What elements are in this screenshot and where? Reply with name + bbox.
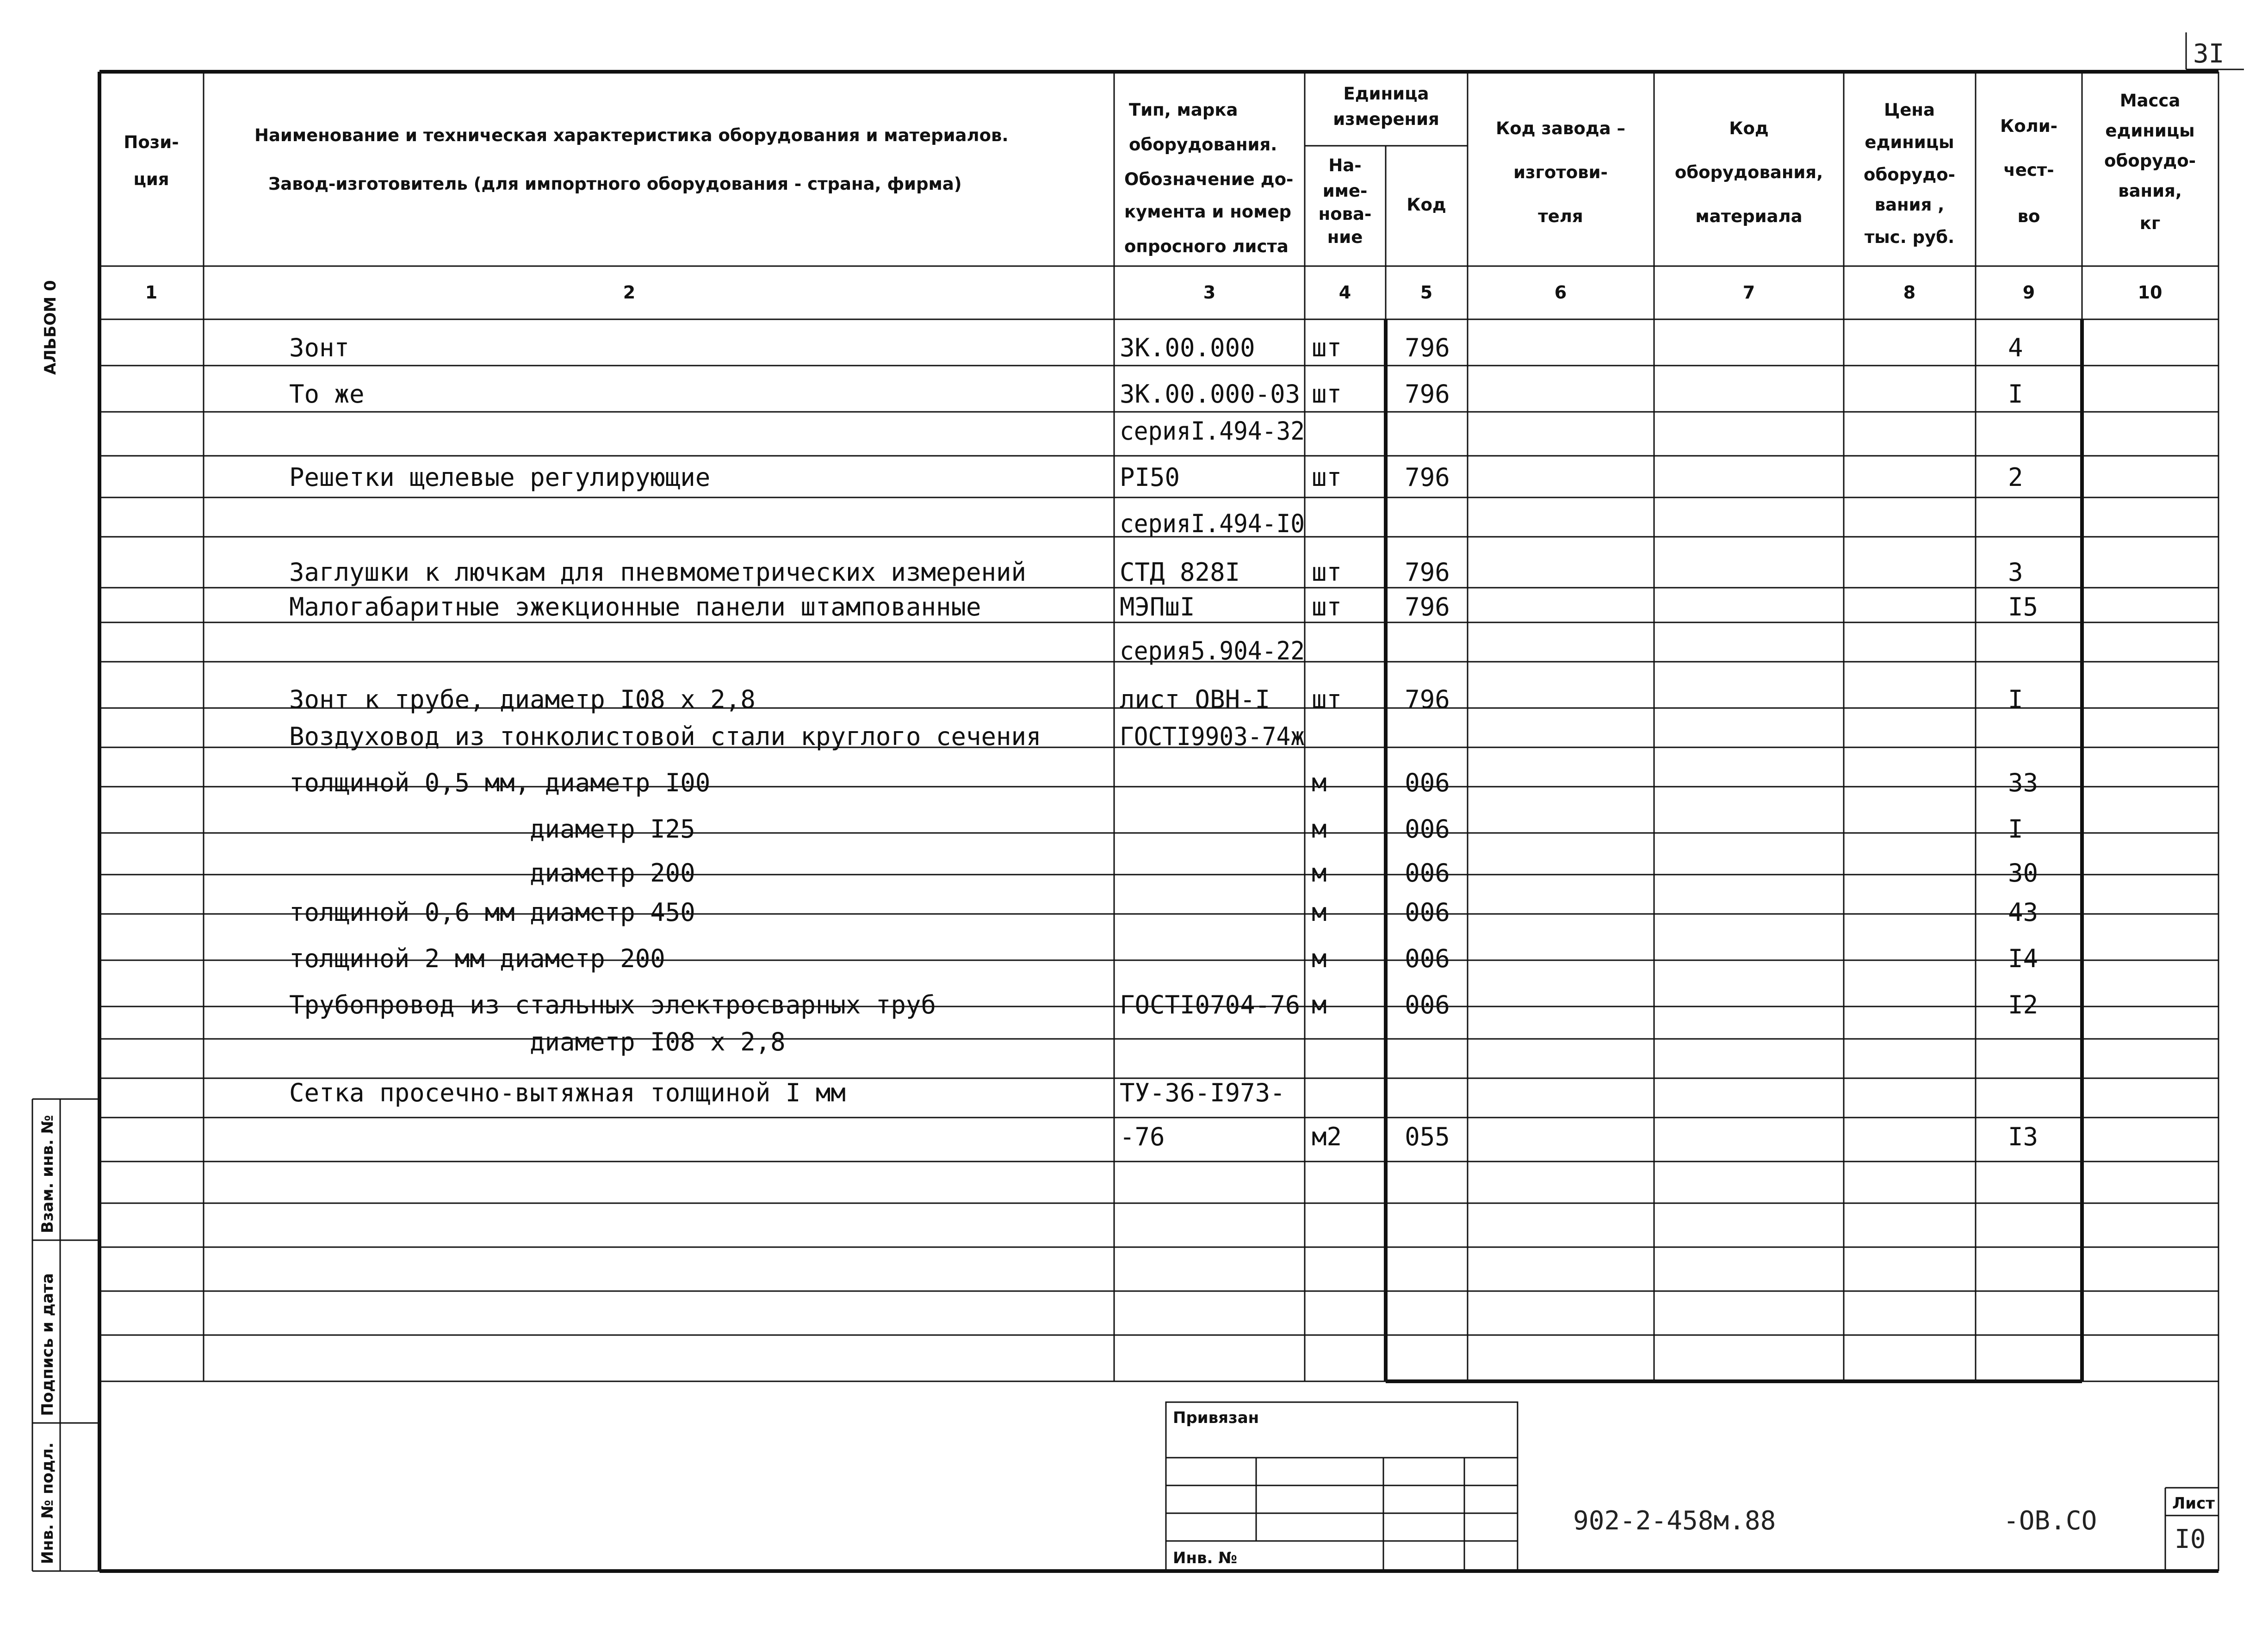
header-quantity-line3: во: [2017, 206, 2040, 226]
item-type: PI50: [1120, 463, 1180, 492]
item-name: Зонт к трубе, диаметр I08 x 2,8: [289, 685, 756, 714]
header-factory-code-line3: теля: [1538, 206, 1583, 226]
header-unit-group-line1: Единица: [1343, 84, 1429, 104]
item-type: лист ОВН-I: [1120, 685, 1270, 714]
document-code: 902-2-458м.88: [1573, 1506, 1776, 1536]
item-quantity: 2: [2008, 463, 2023, 492]
item-type: ГОСТI0704-76: [1120, 990, 1301, 1019]
header-type-line2: оборудования.: [1129, 135, 1277, 155]
item-unit-code: 006: [1405, 990, 1450, 1019]
column-number: 8: [1903, 282, 1916, 303]
item-name: То же: [289, 379, 365, 409]
item-unit-code: 796: [1405, 592, 1450, 621]
item-name: Заглушки к лючкам для пневмометрических измерений: [289, 558, 1027, 587]
item-unit: м: [1312, 990, 1327, 1019]
item-unit: шт: [1312, 463, 1342, 492]
header-type-line5: опросного листа: [1124, 236, 1289, 256]
side-stamp-block: [32, 1099, 99, 1571]
header-mass-line4: вания,: [2118, 181, 2182, 201]
header-type-line4: кумента и номер: [1124, 202, 1292, 222]
item-unit-code: 796: [1405, 333, 1450, 362]
item-type: серияI.494-I0: [1120, 509, 1305, 538]
item-unit-code: 006: [1405, 768, 1450, 797]
header-unit-name-line4: ние: [1327, 227, 1363, 247]
header-unit-name-line1: На-: [1328, 155, 1362, 175]
header-name-line2: Завод-изготовитель (для импортного оборудования - страна, фирма): [268, 174, 962, 194]
item-name: диаметр I25: [530, 814, 695, 844]
item-unit: шт: [1312, 592, 1342, 621]
header-quantity-line1: Коли-: [2000, 116, 2058, 136]
item-unit-code: 796: [1405, 685, 1450, 714]
item-quantity: 4: [2008, 333, 2023, 362]
header-position-line2: ция: [133, 169, 169, 189]
item-unit-code: 006: [1405, 898, 1450, 927]
document-suffix: -ОВ.СО: [2003, 1506, 2097, 1536]
column-number: 9: [2022, 282, 2035, 303]
item-name: толщиной 0,5 мм, диаметр I00: [289, 768, 711, 797]
header-price-line4: вания ,: [1874, 195, 1945, 215]
column-number: 10: [2138, 282, 2163, 303]
item-name: Воздуховод из тонколистовой стали круглого сечения: [289, 722, 1041, 751]
item-name: Сетка просечно-вытяжная толщиной I мм: [289, 1078, 846, 1107]
spine-text: АЛЬБОМ 0: [41, 280, 60, 375]
item-type: ЗК.00.000: [1120, 333, 1255, 362]
item-unit: шт: [1312, 379, 1342, 409]
header-type-line1: Тип, марка: [1129, 100, 1238, 120]
item-quantity: 33: [2008, 768, 2039, 797]
item-quantity: I5: [2008, 592, 2039, 621]
item-type: МЭПшI: [1120, 592, 1195, 621]
inventory-label: Инв. №: [1173, 1549, 1238, 1567]
header-price-line2: единицы: [1865, 132, 1954, 152]
item-type: ГОСТI9903-74ж: [1120, 722, 1305, 751]
header-price-line5: тыс. руб.: [1864, 227, 1955, 247]
item-quantity: 30: [2008, 858, 2039, 888]
item-unit: м: [1312, 858, 1327, 888]
item-unit: м: [1312, 768, 1327, 797]
item-unit-code: 006: [1405, 858, 1450, 888]
header-mass-line3: оборудо-: [2104, 151, 2196, 171]
sheet-label: Лист: [2172, 1494, 2215, 1513]
column-number: 2: [623, 282, 636, 303]
item-unit-code: 796: [1405, 379, 1450, 409]
stamp-original-inv: Инв. № подл.: [38, 1442, 57, 1564]
item-unit: м: [1312, 898, 1327, 927]
header-mass-line1: Масса: [2119, 91, 2181, 111]
item-unit: шт: [1312, 558, 1342, 587]
item-name: диаметр 200: [530, 858, 695, 888]
header-position-line1: Пози-: [124, 132, 179, 152]
column-number: 5: [1420, 282, 1433, 303]
column-number: 3: [1203, 282, 1216, 303]
item-unit-code: 796: [1405, 558, 1450, 587]
bound-label: Привязан: [1173, 1409, 1259, 1427]
item-name: Решетки щелевые регулирующие: [289, 463, 711, 492]
item-name: Зонт: [289, 333, 350, 362]
item-type: СТД 828I: [1120, 558, 1240, 587]
header-unit-name-line3: нова-: [1318, 204, 1372, 224]
item-name: толщиной 0,6 мм диаметр 450: [289, 898, 695, 927]
header-unit-group-line2: измерения: [1333, 109, 1439, 129]
item-type: серия5.904-22: [1120, 636, 1305, 665]
item-quantity: I: [2008, 379, 2023, 409]
item-unit: м2: [1312, 1122, 1342, 1151]
sheet-number: I0: [2175, 1524, 2206, 1554]
item-quantity: I3: [2008, 1122, 2039, 1151]
item-name: толщиной 2 мм диаметр 200: [289, 944, 665, 973]
item-name: Малогабаритные эжекционные панели штампованные: [289, 592, 981, 621]
column-numbers: [145, 282, 2163, 303]
header-equipment-code-line3: материала: [1695, 206, 1803, 226]
item-unit-code: 796: [1405, 463, 1450, 492]
sheet-number-box: [2165, 1488, 2218, 1571]
item-quantity: I: [2008, 814, 2023, 844]
item-quantity: 43: [2008, 898, 2039, 927]
item-name: диаметр I08 x 2,8: [530, 1027, 786, 1056]
item-type: ЗК.00.000-03: [1120, 379, 1301, 409]
item-name: Трубопровод из стальных электросварных труб: [289, 990, 936, 1019]
header-mass-line2: единицы: [2105, 121, 2195, 141]
column-number: 7: [1742, 282, 1755, 303]
item-unit-code: 006: [1405, 814, 1450, 844]
item-type: серияI.494-32: [1120, 416, 1305, 446]
column-number: 1: [145, 282, 158, 303]
header-quantity-line2: чест-: [2003, 160, 2054, 180]
stamp-signature-date: Подпись и дата: [38, 1273, 57, 1416]
item-unit: м: [1312, 814, 1327, 844]
header-type-line3: Обозначение до-: [1124, 169, 1294, 189]
header-equipment-code-line1: Код: [1729, 118, 1769, 138]
stamp-replacement-inv: Взам. инв. №: [38, 1115, 57, 1233]
column-number: 6: [1554, 282, 1567, 303]
column-number: 4: [1338, 282, 1351, 303]
header-factory-code-line1: Код завода –: [1496, 118, 1625, 138]
item-quantity: I: [2008, 685, 2023, 714]
item-unit-code: 055: [1405, 1122, 1450, 1151]
header-unit-code: Код: [1407, 195, 1446, 215]
header-price-line3: оборудо-: [1864, 165, 1955, 185]
page-number: 3I: [2193, 39, 2225, 69]
item-quantity: I2: [2008, 990, 2039, 1019]
item-type: ТУ-36-I973-: [1120, 1078, 1285, 1107]
header-mass-line5: кг: [2139, 213, 2161, 233]
header-price-line1: Цена: [1884, 100, 1935, 120]
header-factory-code-line2: изготови-: [1513, 162, 1608, 182]
item-unit: шт: [1312, 333, 1342, 362]
item-unit: м: [1312, 944, 1327, 973]
item-unit-code: 006: [1405, 944, 1450, 973]
header-name-line1: Наименование и техническая характеристика оборудования и материалов.: [254, 125, 1009, 145]
header-equipment-code-line2: оборудования,: [1674, 162, 1823, 182]
bound-stamp: [1166, 1402, 1518, 1571]
header-unit-name-line2: име-: [1322, 181, 1368, 201]
item-quantity: I4: [2008, 944, 2039, 973]
item-type: -76: [1120, 1122, 1165, 1151]
item-unit: шт: [1312, 685, 1342, 714]
item-quantity: 3: [2008, 558, 2023, 587]
